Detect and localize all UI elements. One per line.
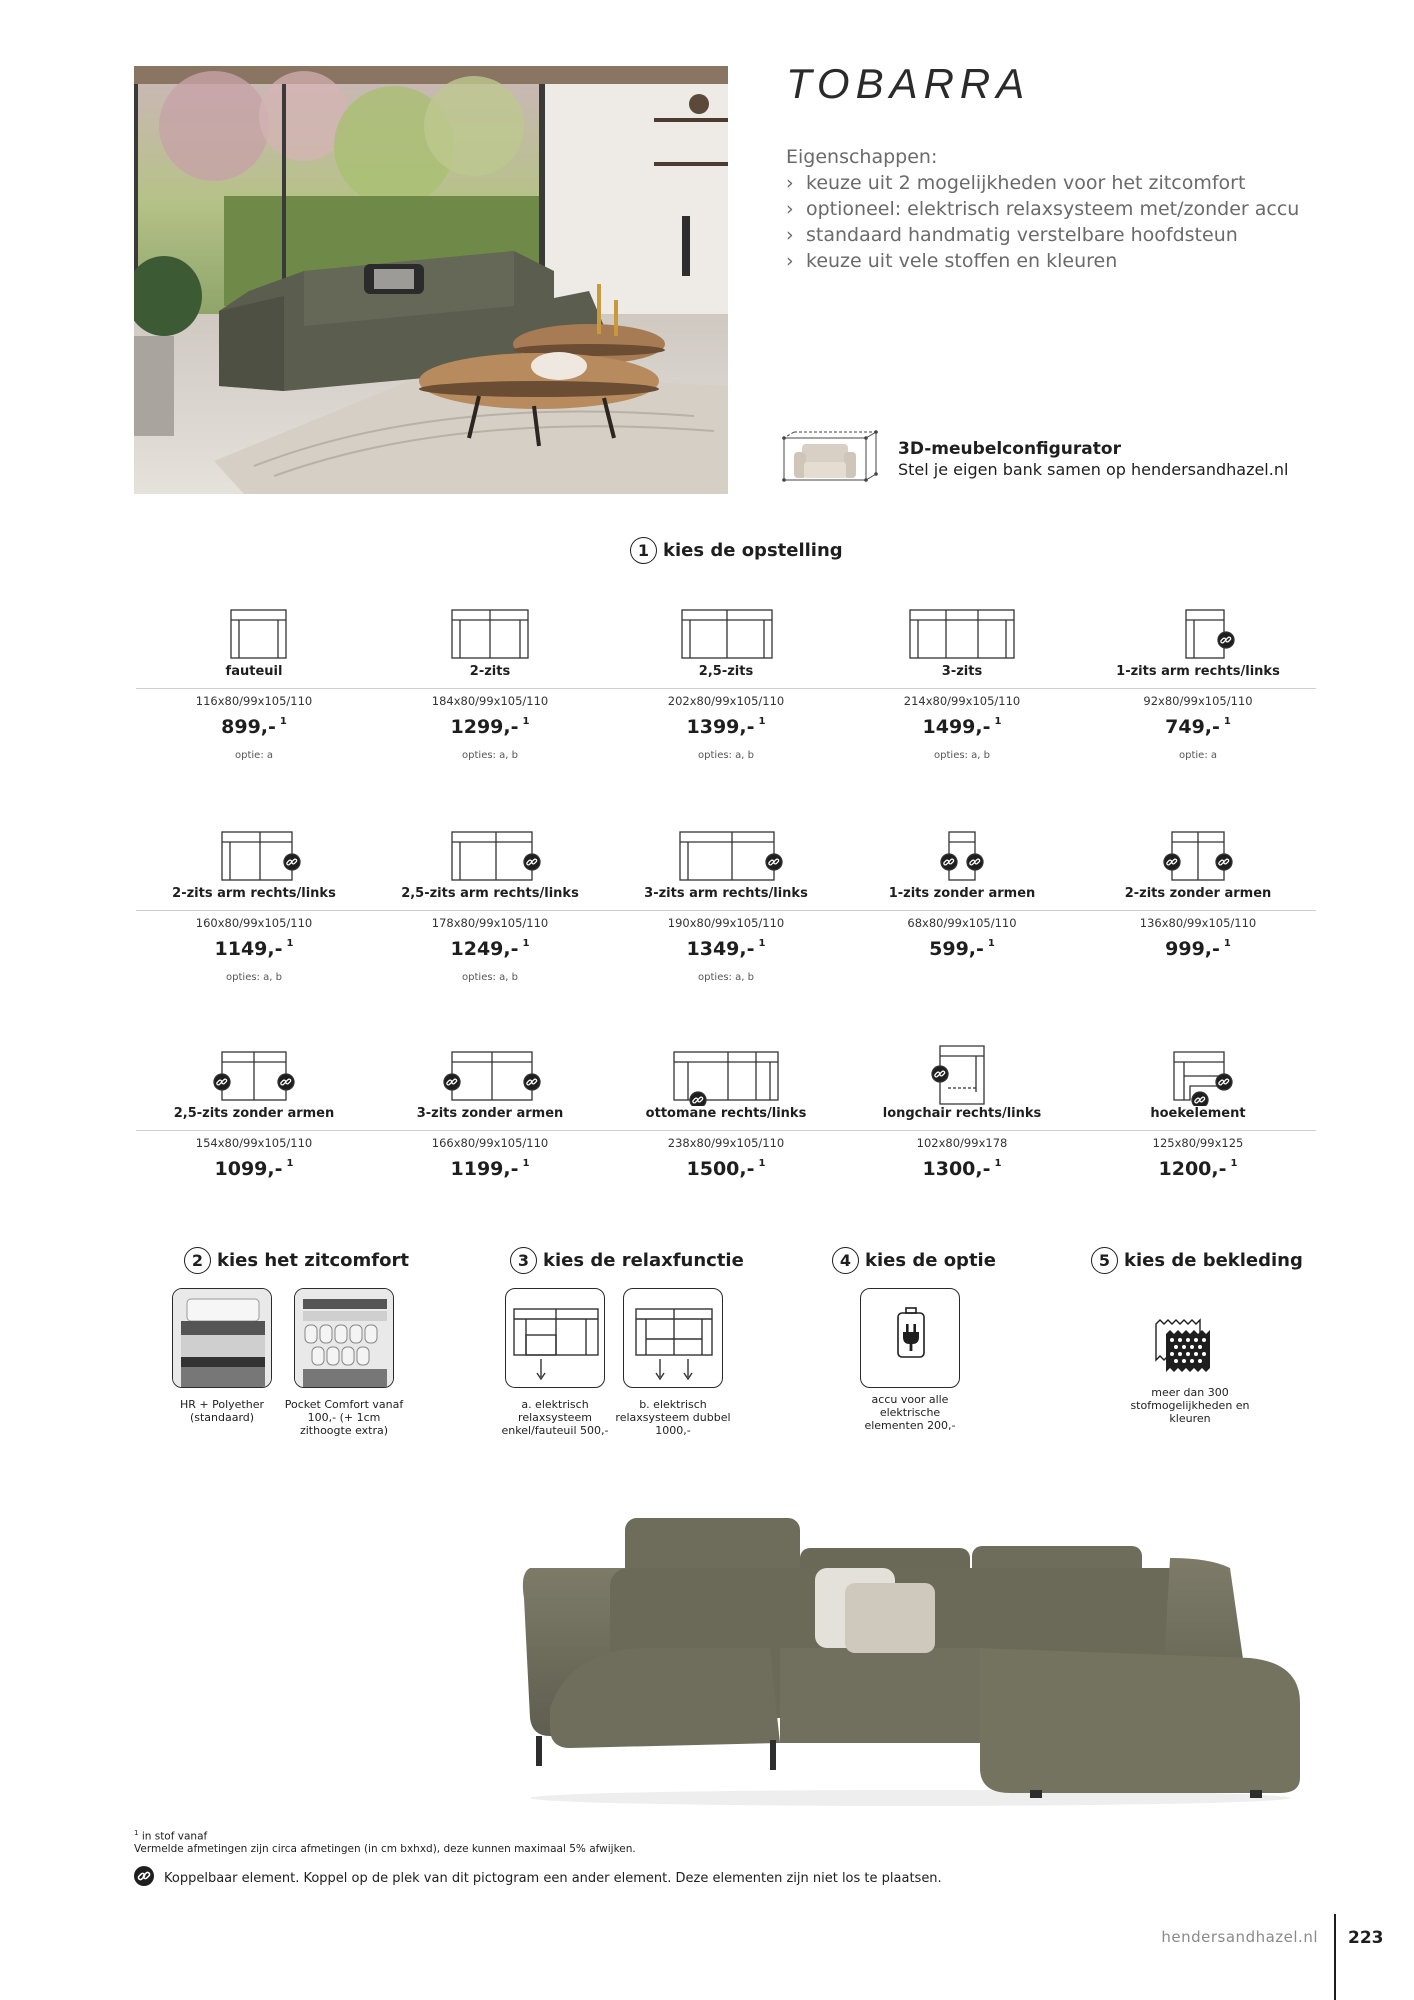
three-seat-no-arms-icon xyxy=(372,1042,608,1106)
item-options: optie: a xyxy=(235,750,273,761)
footnote xyxy=(134,1827,636,1855)
configuration-item[interactable] xyxy=(1080,1042,1316,1212)
configurator-promo[interactable] xyxy=(780,430,1340,490)
feature-item xyxy=(786,222,1346,248)
configuration-item[interactable] xyxy=(136,600,372,770)
item-name: 1-zits arm rechts/links xyxy=(1116,664,1280,679)
step-5-heading xyxy=(1091,1247,1303,1274)
link-chain-icon xyxy=(278,1074,294,1090)
armchair-3d-box-icon xyxy=(780,430,880,486)
link-chain-icon xyxy=(524,854,540,870)
configuration-item[interactable] xyxy=(1080,822,1316,992)
item-price xyxy=(608,1158,844,1180)
one-seat-no-arms-icon xyxy=(844,822,1080,886)
price-footnote-marker: 1 xyxy=(994,716,1002,727)
item-price xyxy=(136,1158,372,1180)
price-value: 999,- xyxy=(1165,938,1220,960)
item-name: ottomane rechts/links xyxy=(645,1106,807,1121)
item-options: opties: a, b xyxy=(698,972,754,983)
item-dimensions: 184x80/99x105/110 xyxy=(431,694,549,708)
item-name: 2,5-zits zonder armen xyxy=(173,1106,335,1121)
comfort-caption: Pocket Comfort vanaf 100,- (+ 1cm zithoogte extra) xyxy=(284,1398,404,1437)
link-chain-icon xyxy=(932,1066,948,1082)
price-value: 1249,- xyxy=(450,938,519,960)
item-price xyxy=(1080,1158,1316,1180)
feature-text: keuze uit 2 mogelijkheden voor het zitcomfort xyxy=(806,172,1246,194)
step-number: 2 xyxy=(184,1247,211,1274)
step-label: kies de optie xyxy=(865,1250,996,1271)
price-footnote-marker: 1 xyxy=(522,716,530,727)
item-options: opties: a, b xyxy=(698,750,754,761)
price-footnote-marker: 1 xyxy=(758,1158,766,1169)
corner-element-icon xyxy=(1080,1042,1316,1106)
step-2-heading xyxy=(184,1247,409,1274)
two-seat-icon xyxy=(372,600,608,664)
price-value: 1199,- xyxy=(450,1158,519,1180)
battery-plug-icon[interactable] xyxy=(860,1288,960,1388)
price-footnote-marker: 1 xyxy=(1223,938,1231,949)
price-footnote-marker: 1 xyxy=(1223,716,1231,727)
sofa-product-photo xyxy=(510,1508,1310,1808)
relax-caption: b. elektrisch relaxsysteem dubbel 1000,- xyxy=(615,1398,731,1437)
configuration-item[interactable] xyxy=(608,822,844,992)
one-seat-arm-icon xyxy=(1080,600,1316,664)
link-chain-icon xyxy=(941,854,957,870)
item-dimensions: 214x80/99x105/110 xyxy=(903,694,1021,708)
item-name: 3-zits zonder armen xyxy=(416,1106,564,1121)
item-options: opties: a, b xyxy=(462,750,518,761)
item-name: hoekelement xyxy=(1150,1106,1246,1121)
item-price xyxy=(372,938,608,960)
chevron-right-icon: › xyxy=(786,198,794,220)
link-chain-icon xyxy=(134,1866,154,1890)
price-value: 1349,- xyxy=(686,938,755,960)
item-dimensions: 125x80/99x125 xyxy=(1152,1136,1244,1150)
item-price xyxy=(608,938,844,960)
step-number: 3 xyxy=(510,1247,537,1274)
item-dimensions: 178x80/99x105/110 xyxy=(431,916,549,930)
item-name: longchair rechts/links xyxy=(882,1106,1042,1121)
configuration-item[interactable] xyxy=(372,600,608,770)
configuration-row xyxy=(136,822,1316,992)
link-chain-icon xyxy=(444,1074,460,1090)
item-dimensions: 68x80/99x105/110 xyxy=(907,916,1017,930)
feature-item xyxy=(786,170,1346,196)
two-seat-no-arms-icon xyxy=(1080,822,1316,886)
link-chain-icon xyxy=(690,1092,706,1106)
link-note-text: Koppelbaar element. Koppel op de plek van dit pictogram een ander element. Deze elementen zijn niet los te plaatsen. xyxy=(164,1870,942,1886)
price-footnote-marker: 1 xyxy=(758,716,766,727)
step-number: 5 xyxy=(1091,1247,1118,1274)
price-footnote-marker: 1 xyxy=(522,1158,530,1169)
price-value: 1200,- xyxy=(1158,1158,1227,1180)
item-options: opties: a, b xyxy=(462,972,518,983)
link-chain-icon xyxy=(1216,1074,1232,1090)
product-title: TOBARRA xyxy=(786,60,1031,107)
price-footnote-marker: 1 xyxy=(286,938,294,949)
item-dimensions: 160x80/99x105/110 xyxy=(195,916,313,930)
footer-site[interactable]: hendersandhazel.nl xyxy=(1161,1928,1318,1946)
two-half-seat-no-arms-icon xyxy=(136,1042,372,1106)
price-value: 1099,- xyxy=(214,1158,283,1180)
feature-list xyxy=(786,144,1346,274)
two-seat-arm-icon xyxy=(136,822,372,886)
item-price xyxy=(844,716,1080,738)
item-options: opties: a, b xyxy=(226,972,282,983)
link-chain-icon xyxy=(1218,632,1234,648)
chevron-right-icon: › xyxy=(786,172,794,194)
link-chain-icon xyxy=(284,854,300,870)
link-chain-icon xyxy=(967,854,983,870)
chevron-right-icon: › xyxy=(786,250,794,272)
item-dimensions: 92x80/99x105/110 xyxy=(1143,694,1253,708)
price-footnote-marker: 1 xyxy=(994,1158,1002,1169)
item-dimensions: 116x80/99x105/110 xyxy=(195,694,313,708)
step-label: kies de opstelling xyxy=(663,540,843,561)
step-number: 4 xyxy=(832,1247,859,1274)
item-dimensions: 238x80/99x105/110 xyxy=(667,1136,785,1150)
item-dimensions: 190x80/99x105/110 xyxy=(667,916,785,930)
step-3-heading xyxy=(510,1247,744,1274)
price-footnote-marker: 1 xyxy=(987,938,995,949)
feature-item xyxy=(786,196,1346,222)
item-price xyxy=(1080,716,1316,738)
price-footnote-marker: 1 xyxy=(758,938,766,949)
hero-living-room-photo xyxy=(134,66,728,494)
footer-divider xyxy=(1334,1914,1336,2000)
link-chain-icon xyxy=(524,1074,540,1090)
item-price xyxy=(136,716,372,738)
option-caption: accu voor alle elektrische elementen 200,- xyxy=(864,1393,956,1432)
configuration-item[interactable] xyxy=(844,822,1080,992)
configuration-item[interactable] xyxy=(844,1042,1080,1212)
item-dimensions: 102x80/99x178 xyxy=(916,1136,1008,1150)
footnote-line-1 xyxy=(134,1827,636,1843)
item-name: 3-zits arm rechts/links xyxy=(644,886,808,901)
features-heading: Eigenschappen: xyxy=(786,146,938,168)
item-price xyxy=(372,1158,608,1180)
configuration-item[interactable] xyxy=(372,1042,608,1212)
two-half-seat-icon xyxy=(608,600,844,664)
price-footnote-marker: 1 xyxy=(286,1158,294,1169)
price-value: 899,- xyxy=(221,716,276,738)
item-dimensions: 202x80/99x105/110 xyxy=(667,694,785,708)
configuration-item[interactable] xyxy=(608,600,844,770)
relax-double-icon[interactable] xyxy=(623,1288,723,1388)
item-dimensions: 154x80/99x105/110 xyxy=(195,1136,313,1150)
three-seat-arm-icon xyxy=(608,822,844,886)
price-footnote-marker: 1 xyxy=(1230,1158,1238,1169)
step-label: kies het zitcomfort xyxy=(217,1250,409,1271)
item-name: 2,5-zits arm rechts/links xyxy=(401,886,579,901)
link-chain-icon xyxy=(1216,854,1232,870)
configurator-subtitle: Stel je eigen bank samen op hendersandhazel.nl xyxy=(898,460,1289,479)
price-value: 1399,- xyxy=(686,716,755,738)
comfort-caption: HR + Polyether (standaard) xyxy=(179,1398,264,1424)
fauteuil-icon xyxy=(136,600,372,664)
step-1-heading xyxy=(630,537,843,564)
price-value: 1149,- xyxy=(214,938,283,960)
pocket-springs-icon[interactable] xyxy=(294,1288,394,1388)
relax-caption: a. elektrisch relaxsysteem enkel/fauteuil 500,- xyxy=(501,1398,609,1437)
price-value: 749,- xyxy=(1165,716,1220,738)
item-name: 2,5-zits xyxy=(698,664,754,679)
price-value: 1500,- xyxy=(686,1158,755,1180)
price-value: 1299,- xyxy=(450,716,519,738)
chevron-right-icon: › xyxy=(786,224,794,246)
three-seat-icon xyxy=(844,600,1080,664)
two-half-seat-arm-icon xyxy=(372,822,608,886)
link-chain-icon xyxy=(1164,854,1180,870)
price-value: 599,- xyxy=(929,938,984,960)
price-value: 1499,- xyxy=(922,716,991,738)
configuration-item[interactable] xyxy=(136,1042,372,1212)
link-note xyxy=(134,1866,942,1890)
item-price xyxy=(844,938,1080,960)
item-price xyxy=(608,716,844,738)
configuration-item[interactable] xyxy=(844,600,1080,770)
longchair-icon xyxy=(844,1042,1080,1106)
configuration-row xyxy=(136,1042,1316,1212)
item-name: fauteuil xyxy=(225,664,283,679)
price-footnote-marker: 1 xyxy=(279,716,287,727)
item-price xyxy=(372,716,608,738)
step-4-heading xyxy=(832,1247,996,1274)
feature-item xyxy=(786,248,1346,274)
step-label: kies de bekleding xyxy=(1124,1250,1303,1271)
configuration-item[interactable] xyxy=(136,822,372,992)
feature-text: keuze uit vele stoffen en kleuren xyxy=(806,250,1118,272)
configuration-item[interactable] xyxy=(372,822,608,992)
step-number: 1 xyxy=(630,537,657,564)
price-footnote-marker: 1 xyxy=(522,938,530,949)
item-name: 1-zits zonder armen xyxy=(888,886,1036,901)
hr-polyether-foam-icon[interactable] xyxy=(172,1288,272,1388)
item-price xyxy=(1080,938,1316,960)
item-options: optie: a xyxy=(1179,750,1217,761)
item-name: 2-zits xyxy=(469,664,511,679)
footnote-marker: 1 xyxy=(134,1829,139,1837)
relax-single-icon[interactable] xyxy=(505,1288,605,1388)
fabric-swatch-icon xyxy=(1152,1316,1216,1376)
link-chain-icon xyxy=(214,1074,230,1090)
item-name: 3-zits xyxy=(941,664,983,679)
item-dimensions: 136x80/99x105/110 xyxy=(1139,916,1257,930)
item-options: opties: a, b xyxy=(934,750,990,761)
configurator-title: 3D-meubelconfigurator xyxy=(898,439,1121,459)
page-number: 223 xyxy=(1348,1928,1384,1948)
feature-text: standaard handmatig verstelbare hoofdsteun xyxy=(806,224,1238,246)
configuration-row xyxy=(136,600,1316,770)
link-chain-icon xyxy=(1192,1092,1208,1106)
ottomane-icon xyxy=(608,1042,844,1106)
fabric-caption: meer dan 300 stofmogelijkheden en kleuren xyxy=(1130,1386,1250,1425)
item-price xyxy=(844,1158,1080,1180)
price-value: 1300,- xyxy=(922,1158,991,1180)
footnote-text: in stof vanaf xyxy=(141,1830,208,1843)
configuration-item[interactable] xyxy=(1080,600,1316,770)
item-dimensions: 166x80/99x105/110 xyxy=(431,1136,549,1150)
item-name: 2-zits arm rechts/links xyxy=(172,886,336,901)
footnote-line-2: Vermelde afmetingen zijn circa afmetingen (in cm bxhxd), deze kunnen maximaal 5% afwijken. xyxy=(134,1842,636,1855)
step-label: kies de relaxfunctie xyxy=(543,1250,744,1271)
configuration-item[interactable] xyxy=(608,1042,844,1212)
feature-text: optioneel: elektrisch relaxsysteem met/zonder accu xyxy=(806,198,1300,220)
item-price xyxy=(136,938,372,960)
item-name: 2-zits zonder armen xyxy=(1124,886,1272,901)
link-chain-icon xyxy=(766,854,782,870)
